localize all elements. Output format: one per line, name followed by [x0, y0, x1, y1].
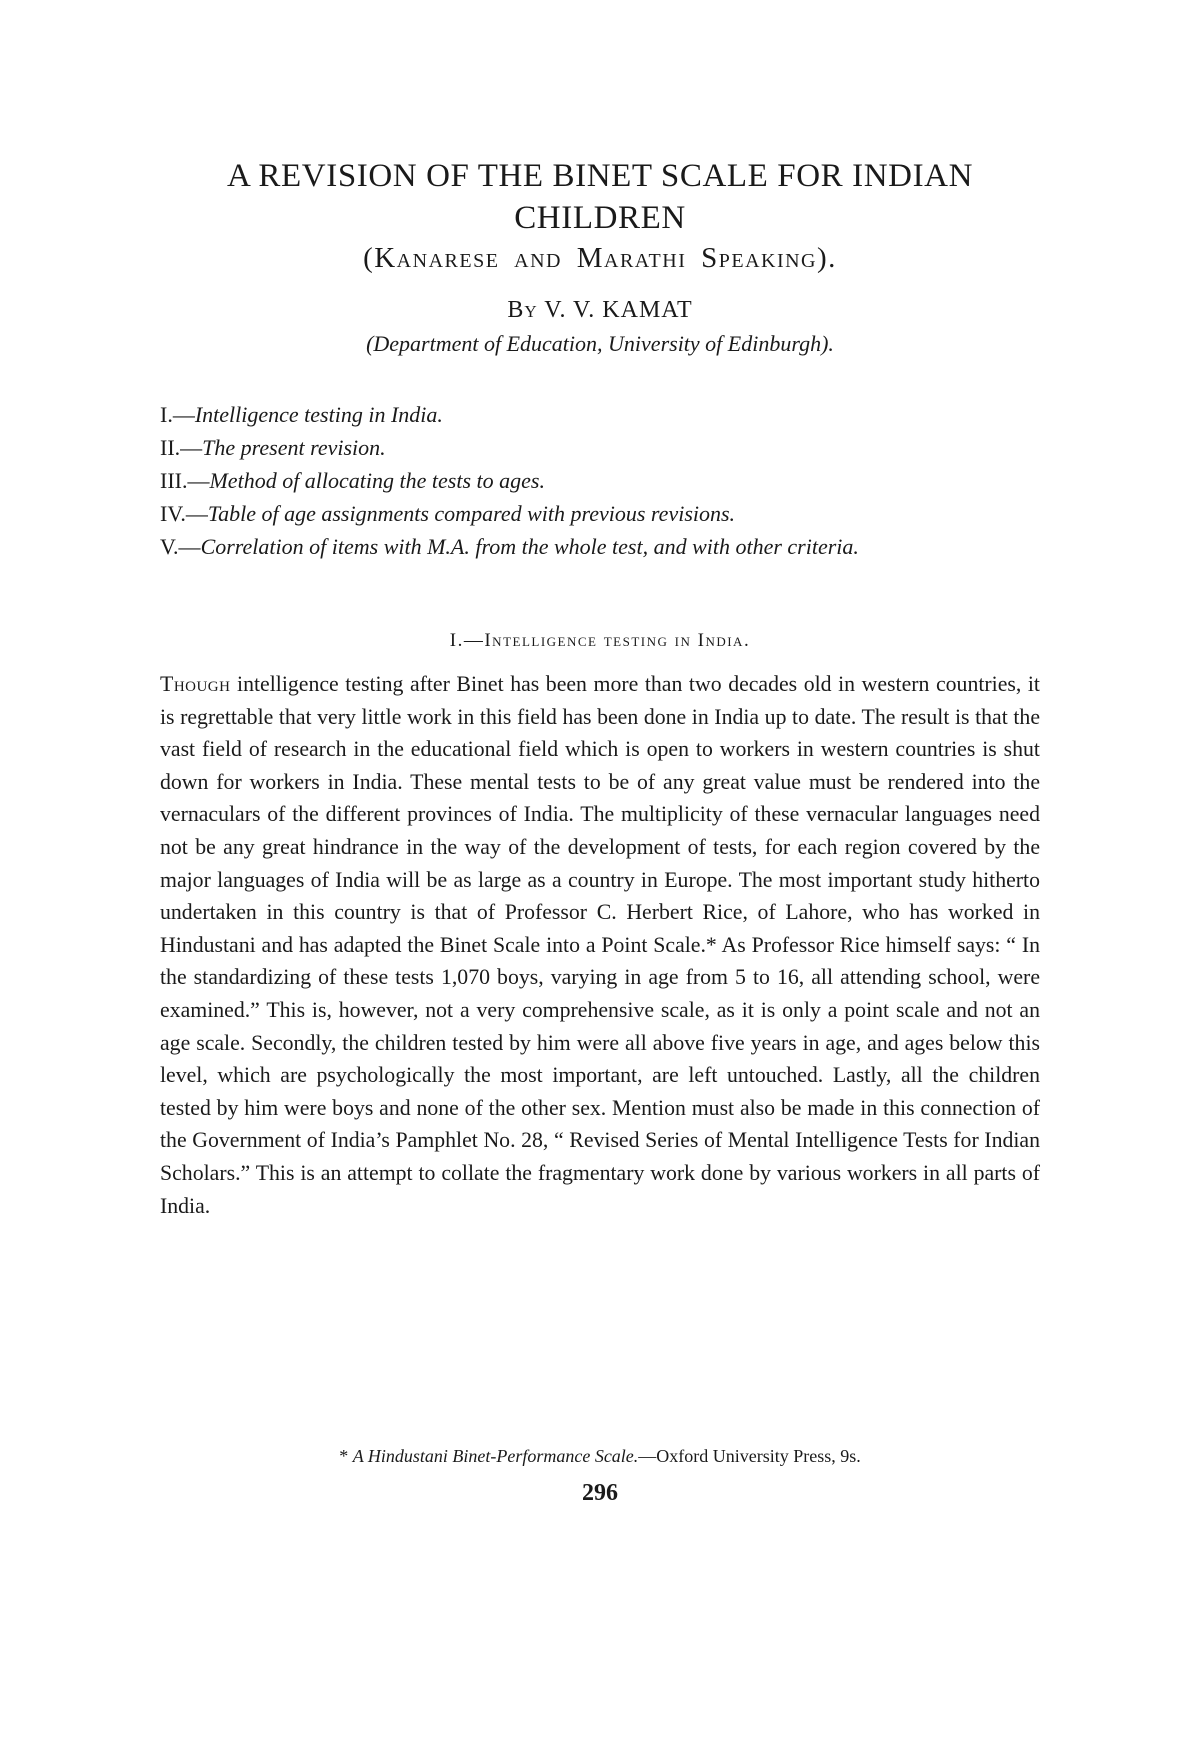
contents-item-text: Correlation of items with M.A. from the whole test, and with other criteria.	[200, 534, 859, 559]
paragraph-lead-word: Though	[160, 672, 231, 696]
contents-item-number: I.—	[160, 402, 195, 427]
body-paragraph	[160, 668, 1040, 1222]
contents-item-text: Intelligence testing in India.	[194, 402, 443, 427]
footnote	[150, 1444, 1050, 1468]
contents-item	[160, 431, 1040, 464]
footnote-citation-rest: —Oxford University Press, 9s.	[638, 1446, 861, 1466]
contents-item	[160, 530, 1040, 563]
contents-item	[160, 497, 1040, 530]
paragraph-text: intelligence testing after Binet has been more than two decades old in western countries, it is regrettable that very little work in this field has been done in India up to date. The result is that the vast field of research in the educational field which is open to workers in western countries is shut down for workers in India. These mental tests to be of any great value must be rendered into the vernaculars of the different provinces of India. The multiplicity of these vernacular languages need not be any great hindrance in the way of the development of tests, for each region covered by the major languages of India will be as large as a country in Europe. The most important study hitherto undertaken in this country is that of Professor C. Herbert Rice, of Lahore, who has worked in Hindustani and has adapted the Binet Scale into a Point Scale.* As Professor Rice himself says: “ In the standardizing of these tests 1,070 boys, varying in age from 5 to 16, all attending school, were examined.” This is, however, not a very comprehensive scale, as it is only a point scale and not an age scale. Secondly, the children tested by him were all above five years in age, and ages below this level, which are psychologically the most important, are left untouched. Lastly, all the children tested by him were boys and none of the other sex. Mention must also be made in this connection of the Government of India’s Pamphlet No. 28, “ Revised Series of Mental Intelligence Tests for Indian Scholars.” This is an attempt to collate the fragmentary work done by various workers in all parts of India.	[160, 672, 1040, 1218]
author-prefix: By	[507, 297, 538, 323]
article-subtitle: (Kanarese and Marathi Speaking).	[363, 242, 837, 274]
contents-item	[160, 464, 1040, 497]
author-line	[150, 295, 1050, 325]
section-heading: I.—Intelligence testing in India.	[449, 630, 751, 651]
contents-item-text: Table of age assignments compared with previous revisions.	[207, 501, 736, 526]
author-name: V. V. KAMAT	[544, 297, 693, 323]
page-number: 296	[582, 1480, 618, 1506]
contents-item	[160, 398, 1040, 431]
author-affiliation: (Department of Education, University of Edinburgh).	[366, 331, 834, 356]
contents-item-number: II.—	[160, 435, 203, 460]
contents-item-number: III.—	[160, 468, 210, 493]
article-title: A REVISION OF THE BINET SCALE FOR INDIAN CHILDREN	[226, 158, 974, 236]
contents-item-number: IV.—	[160, 501, 208, 526]
contents-item-text: Method of allocating the tests to ages.	[209, 468, 545, 493]
contents-list	[160, 398, 1040, 563]
footnote-citation-title: A Hindustani Binet-Performance Scale.	[352, 1446, 639, 1466]
footnote-marker: *	[339, 1446, 349, 1466]
contents-item-number: V.—	[160, 534, 201, 559]
contents-item-text: The present revision.	[202, 435, 386, 460]
